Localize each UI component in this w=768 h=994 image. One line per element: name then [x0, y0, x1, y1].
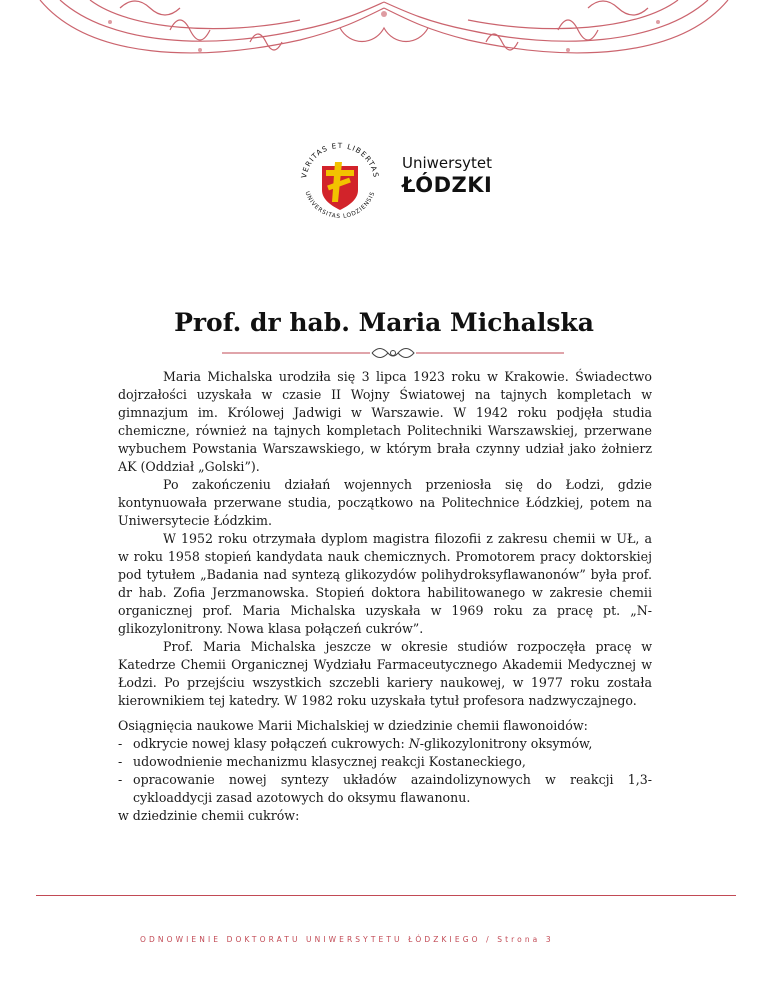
list-item-text: odkrycie nowej klasy połączeń cukrowych: [133, 736, 409, 751]
list-item [118, 771, 652, 807]
seal-text-bottom: UNIVERSITAS LODZIENSIS [303, 190, 377, 221]
achievements-subheading: w dziedzinie chemii cukrów: [118, 808, 300, 823]
achievements-heading: Osiągnięcia naukowe Marii Michalskiej w dziedzinie chemii flawonoidów: [118, 718, 588, 733]
logo-line1: Uniwersytet [402, 154, 492, 172]
logo-line2: ŁÓDZKI [402, 173, 493, 197]
floral-divider-icon [222, 343, 564, 363]
list-dash: - [118, 754, 123, 769]
paragraph: Maria Michalska urodziła się 3 lipca 1923 roku w Krakowie. Świadectwo dojrzałości uzyskała w czasie II Wojny Światowej na tajnych kompletach w gimnazjum im. Królowej Jadwigi w Warszawie. W 1942 roku podjęła studia chemiczne, również na tajnych kompletach Politechniki Warszawskiej, przerwane wybuchem Powstania Warszawskiego, w którym brała czynny udział jako żołnierz AK (Oddział „Golski”). [118, 369, 652, 474]
page-title: Prof. dr hab. Maria Michalska [174, 308, 594, 337]
list-item [118, 753, 652, 771]
university-seal-icon [292, 132, 388, 228]
paragraph: Prof. Maria Michalska jeszcze w okresie studiów rozpoczęła pracę w Katedrze Chemii Organicznej Wydziału Farmaceutycznego Akademii Medycznej w Łodzi. Po przejściu wszystkich szczebli kariery naukowej, w 1977 roku została kierownikiem tej katedry. W 1982 roku uzyskała tytuł profesora nadzwyczajnego. [118, 639, 652, 708]
list-item-text: opracowanie nowej syntezy układów azaindolizynowych w reakcji 1,3-cykloaddycji zasad azotowych do oksymu flawanonu. [133, 772, 652, 805]
page-footer: ODNOWIENIE DOKTORATU UNIWERSYTETU ŁÓDZKIEGO / Strona 3 [140, 935, 554, 944]
paragraph: Po zakończeniu działań wojennych przeniosła się do Łodzi, gdzie kontynuowała przerwane studia, początkowo na Politechnice Łódzkiej, potem na Uniwersytecie Łódzkim. [118, 477, 652, 528]
list-dash: - [118, 736, 123, 751]
university-logo [292, 140, 492, 220]
ornamental-border-icon [0, 0, 768, 70]
list-item-text: -glikozylonitrony oksymów, [419, 736, 593, 751]
list-item-text: udowodnienie mechanizmu klasycznej reakcji Kostaneckiego, [133, 754, 526, 769]
list-dash: - [118, 772, 123, 787]
achievements-list [118, 735, 652, 807]
footer-divider [36, 895, 736, 896]
list-item-italic: N [408, 736, 420, 751]
seal-text-top: VERITAS ET LIBERTAS [299, 140, 381, 179]
list-item [118, 735, 652, 753]
biography-text [118, 368, 652, 825]
paragraph: W 1952 roku otrzymała dyplom magistra filozofii z zakresu chemii w UŁ, a w roku 1958 stopień kandydata nauk chemicznych. Promotorem pracy doktorskiej pod tytułem „Badania nad syntezą glikozydów polihydroksyflawanonów” była prof. dr hab. Zofia Jerzmanowska. Stopień doktora habilitowanego w zakresie chemii organicznej prof. Maria Michalska uzyskała w 1969 roku za pracę pt. „N-glikozylonitrony. Nowa klasa połączeń cukrów”. [118, 531, 652, 636]
